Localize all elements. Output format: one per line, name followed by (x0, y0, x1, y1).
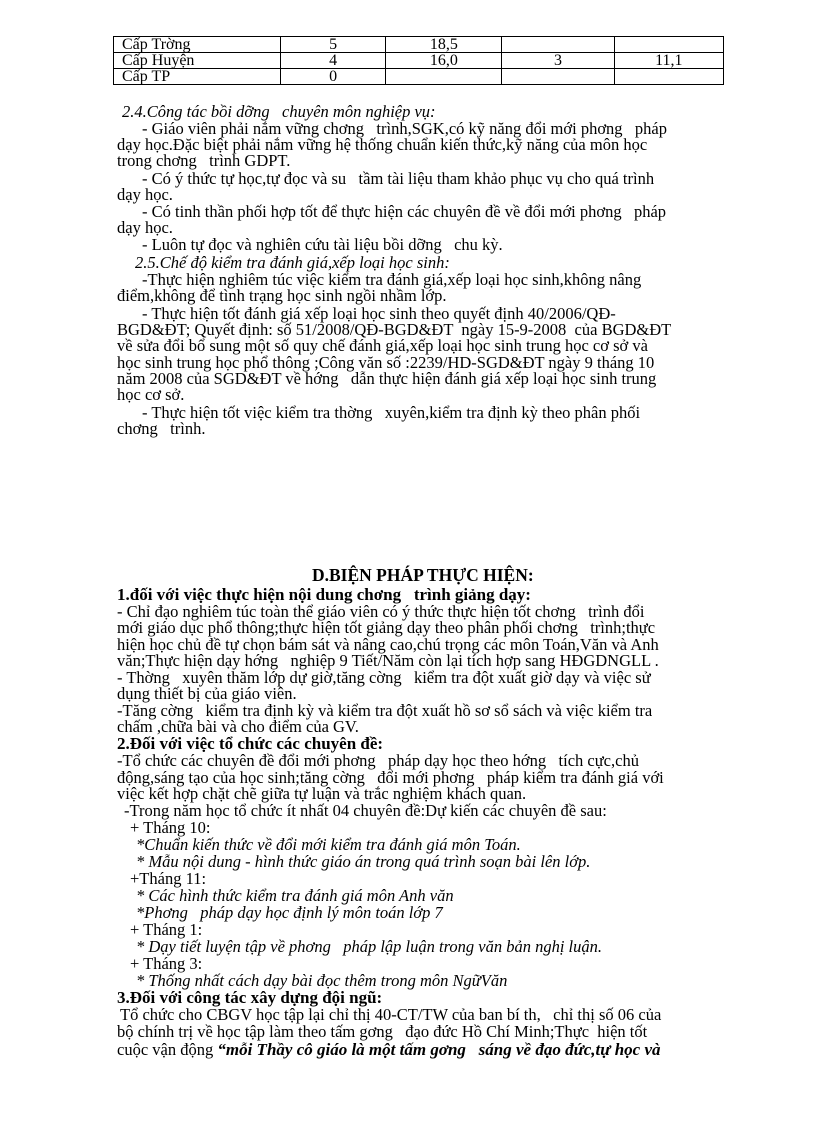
list-item: + Tháng 10: (130, 818, 211, 837)
list-item: * Dạy tiết luyện tập về phơng pháp lập luận trong văn bản nghị luận. (136, 937, 603, 956)
paragraph-line: dụng thiết bị của giáo viên. (117, 684, 297, 703)
list-item: + Tháng 3: (130, 954, 203, 973)
grade-table (113, 36, 724, 85)
table-row (114, 37, 724, 53)
table-cell: 18,5 (386, 37, 502, 53)
paragraph-line: Tổ chức cho CBGV học tập lại chỉ thị 40-CT/TW của ban bí th, chỉ thị số 06 của (120, 1005, 662, 1024)
table-cell (502, 69, 614, 85)
section-heading: 1.đối với việc thực hiện nội dung chơng trình giảng dạy: (117, 585, 531, 604)
list-item: * Các hình thức kiểm tra đánh giá môn Anh văn (136, 886, 454, 905)
paragraph-line: việc kết hợp chặt chẽ giữa tự luận và trắc nghiệm khách quan. (117, 784, 527, 803)
paragraph-line: -Trong năm học tổ chức ít nhất 04 chuyên đề:Dự kiến các chuyên đề sau: (124, 801, 607, 820)
paragraph-line: - Thờng xuyên thăm lớp dự giờ,tăng cờng kiểm tra đột xuất giờ dạy và việc sử (117, 668, 651, 687)
paragraph-line: - Có ý thức tự học,tự đọc và su tầm tài liệu tham khảo phục vụ cho quá trình (142, 169, 655, 188)
paragraph-line: điểm,không để tình trạng học sinh ngồi nhầm lớp. (117, 286, 447, 305)
paragraph-line: dạy học. (117, 218, 173, 237)
paragraph-line: BGD&ĐT; Quyết định: số 51/2008/QĐ-BGD&ĐT ngày 15-9-2008 của BGD&ĐT (117, 320, 672, 339)
paragraph-line: - Chỉ đạo nghiêm túc toàn thể giáo viên có ý thức thực hiện tốt chơng trình đổi (117, 602, 645, 621)
section-heading: 2.4.Công tác bồi dỡng chuyên môn nghiệp vụ: (122, 102, 436, 121)
table-cell (614, 37, 723, 53)
list-item: *Chuẩn kiến thức về đổi mới kiểm tra đánh giá môn Toán. (136, 835, 521, 854)
paragraph-line (117, 1042, 661, 1058)
table-cell: 3 (502, 53, 614, 69)
paragraph-line: mới giáo dục phổ thông;thực hiện tốt giảng dạy theo phân phối chơng trình;thực (117, 618, 656, 637)
table-cell (614, 69, 723, 85)
paragraph-line: hiện học chủ đề tự chọn bám sát và nâng cao,chú trọng các môn Toán,Văn và Anh (117, 635, 659, 654)
table-row (114, 69, 724, 85)
section-heading: 3.Đối với công tác xây dựng đội ngũ: (117, 988, 383, 1007)
paragraph-line: dạy học. (117, 185, 173, 204)
paragraph-line: động,sáng tạo của học sinh;tăng cờng đổi mới phơng pháp kiểm tra đánh giá với (117, 768, 664, 787)
paragraph-line: về sửa đổi bổ sung một số quy chế đánh giá,xếp loại học sinh trung học cơ sở và (117, 336, 648, 355)
list-item: * Mẫu nội dung - hình thức giáo án trong quá trình soạn bài lên lớp. (136, 852, 591, 871)
table-cell: 0 (280, 69, 386, 85)
section-heading: 2.5.Chế độ kiểm tra đánh giá,xếp loại học sinh: (135, 253, 450, 272)
table-cell: 5 (280, 37, 386, 53)
paragraph-line: - Giáo viên phải nắm vững chơng trình,SGK,có kỹ năng đổi mới phơng pháp (142, 119, 668, 138)
table-cell: 11,1 (614, 53, 723, 69)
paragraph-line: chơng trình. (117, 419, 206, 438)
paragraph-line: - Luôn tự đọc và nghiên cứu tài liệu bồi dỡng chu kỳ. (142, 235, 503, 254)
paragraph-line: chấm ,chữa bài và cho điểm của GV. (117, 717, 359, 736)
table-cell: Cấp TP (114, 69, 281, 85)
paragraph-line: năm 2008 của SGD&ĐT về hớng dẫn thực hiện đánh giá xếp loại học sinh trung (117, 369, 657, 388)
paragraph-line: -Tổ chức các chuyên đề đổi mới phơng pháp dạy học theo hớng tích cực,chủ (117, 751, 639, 770)
paragraph-line: -Thực hiện nghiêm túc việc kiểm tra đánh giá,xếp loại học sinh,không nâng (142, 270, 642, 289)
table-cell: 16,0 (386, 53, 502, 69)
page-title: D.BIỆN PHÁP THỰC HIỆN: (312, 565, 534, 585)
table-cell (502, 37, 614, 53)
paragraph-text: cuộc vận động (117, 1040, 218, 1059)
table-cell: Cấp Huyện (114, 53, 281, 69)
paragraph-line: trong chơng trình GDPT. (117, 151, 291, 170)
table-cell (386, 69, 502, 85)
section-heading: 2.Đối với việc tổ chức các chuyên đề: (117, 734, 384, 753)
paragraph-line: văn;Thực hiện dạy hớng nghiệp 9 Tiết/Năm còn lại tích hợp sang HĐGDNGLL . (117, 651, 659, 670)
table-row (114, 53, 724, 69)
paragraph-line: học cơ sở. (117, 385, 185, 404)
list-item: *Phơng pháp dạy học định lý môn toán lớp 7 (136, 903, 443, 922)
list-item: + Tháng 1: (130, 920, 203, 939)
paragraph-line: - Thực hiện tốt việc kiểm tra thờng xuyên,kiểm tra định kỳ theo phân phối (142, 403, 641, 422)
paragraph-line: -Tăng cờng kiểm tra định kỳ và kiểm tra đột xuất hồ sơ sổ sách và việc kiểm tra (117, 701, 653, 720)
table-cell: 4 (280, 53, 386, 69)
paragraph-line: bộ chính trị về học tập làm theo tấm gơng đạo đức Hồ Chí Minh;Thực hiện tốt (117, 1022, 648, 1041)
paragraph-line: dạy học.Đặc biệt phải nắm vững hệ thống chuẩn kiến thức,kỹ năng của môn học (117, 135, 648, 154)
list-item: * Thống nhất cách dạy bài đọc thêm trong môn NgữVăn (136, 971, 508, 990)
emphasis-text: “mỗi Thầy cô giáo là một tấm gơng sáng về đạo đức,tự học và (217, 1040, 661, 1059)
table-cell: Cấp Trờng (114, 37, 281, 53)
paragraph-line: học sinh trung học phổ thông ;Công văn số :2239/HD-SGD&ĐT ngày 9 tháng 10 (117, 353, 655, 372)
paragraph-line: - Thực hiện tốt đánh giá xếp loại học sinh theo quyết định 40/2006/QĐ- (142, 304, 616, 323)
list-item: +Tháng 11: (130, 869, 207, 888)
paragraph-line: - Có tinh thần phối hợp tốt để thực hiện các chuyên đề về đổi mới phơng pháp (142, 202, 667, 221)
